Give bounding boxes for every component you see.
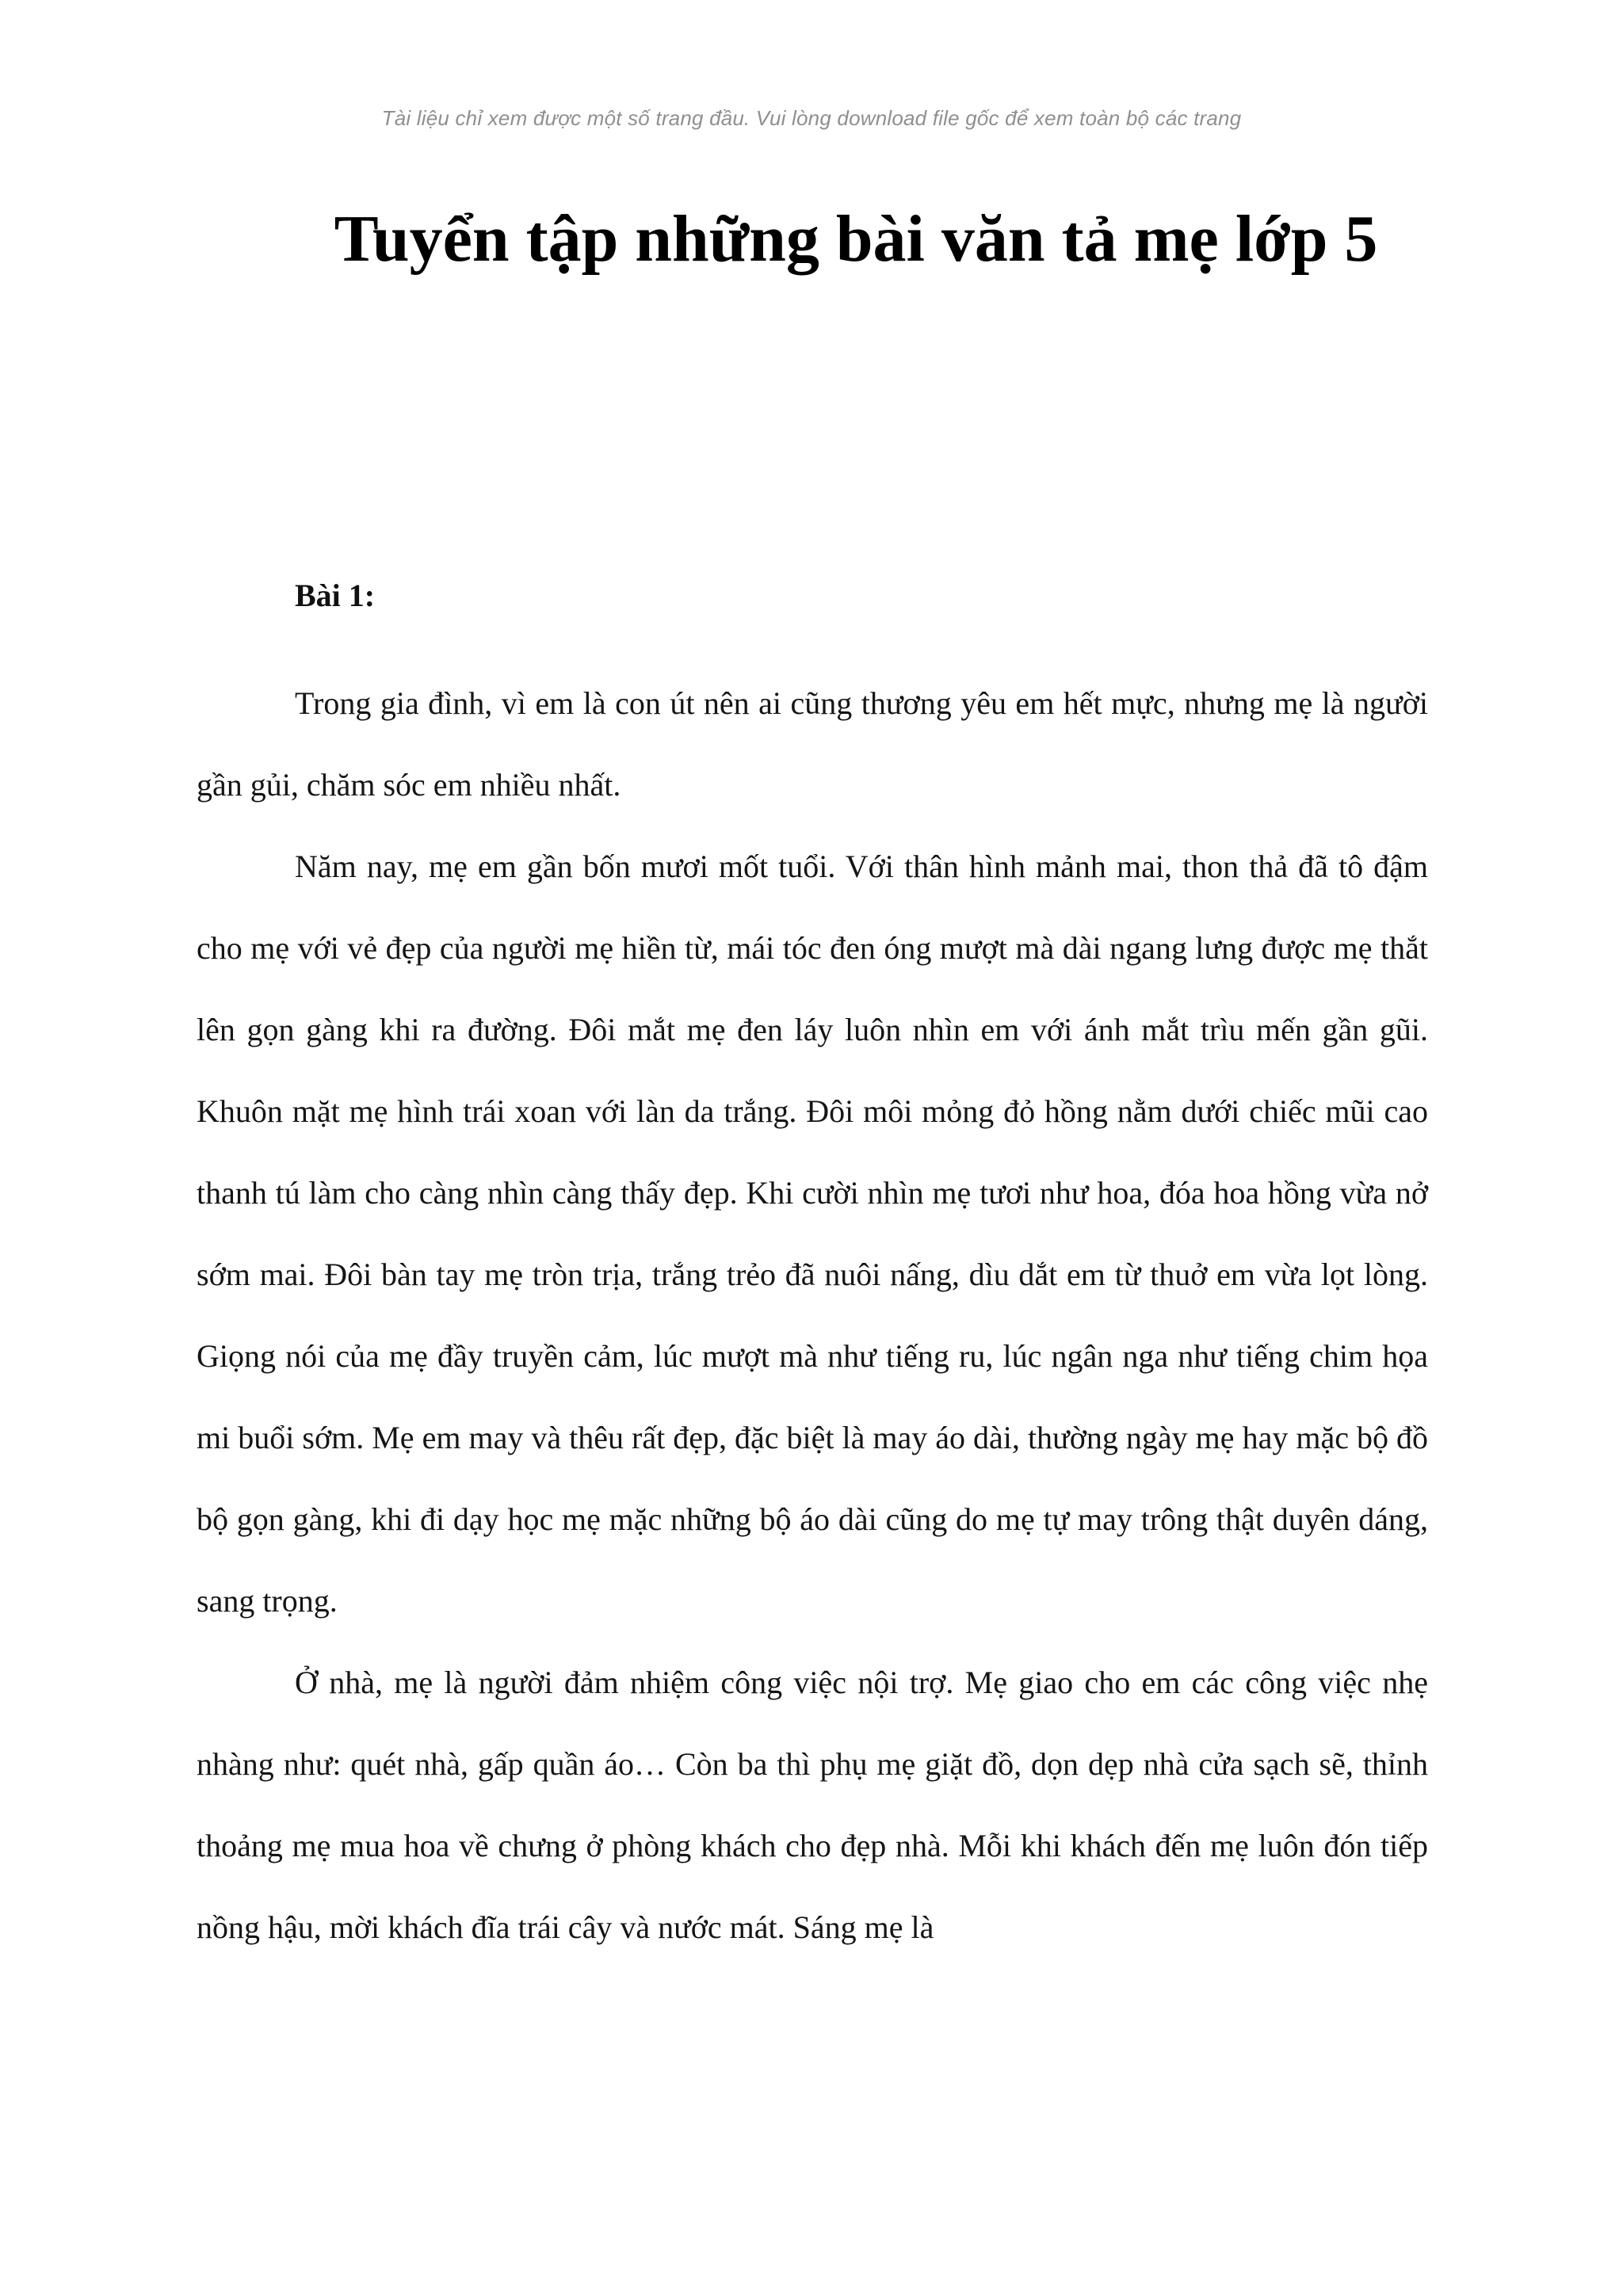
section-heading: Bài 1: — [295, 578, 376, 613]
paragraph-3: Ở nhà, mẹ là người đảm nhiệm công việc nội trợ. Mẹ giao cho em các công việc nhẹ nhàng như: quét nhà, gấp quần áo… Còn ba thì phụ mẹ giặt đồ, dọn dẹp nhà cửa sạch sẽ, thỉnh thoảng mẹ mua hoa về chưng ở phòng khách cho đẹp nhà. Mỗi khi khách đến mẹ luôn đón tiếp nồng hậu, mời khách đĩa trái cây và nước mát. Sáng mẹ là — [197, 1665, 1428, 1945]
paragraph-2: Năm nay, mẹ em gần bốn mươi mốt tuổi. Với thân hình mảnh mai, thon thả đã tô đậm cho mẹ với vẻ đẹp của người mẹ hiền từ, mái tóc đen óng mượt mà dài ngang lưng được mẹ thắt lên gọn gàng khi ra đường. Đôi mắt mẹ đen láy luôn nhìn em với ánh mắt trìu mến gần gũi. Khuôn mặt mẹ hình trái xoan với làn da trắng. Đôi môi mỏng đỏ hồng nằm dưới chiếc mũi cao thanh tú làm cho càng nhìn càng thấy đẹp. Khi cười nhìn mẹ tươi như hoa, đóa hoa hồng vừa nở sớm mai. Đôi bàn tay mẹ tròn trịa, trắng trẻo đã nuôi nấng, dìu dắt em từ thuở em vừa lọt lòng. Giọng nói của mẹ đầy truyền cảm, lúc mượt mà như tiếng ru, lúc ngân nga như tiếng chim họa mi buổi sớm. Mẹ em may và thêu rất đẹp, đặc biệt là may áo dài, thường ngày mẹ hay mặc bộ đồ bộ gọn gàng, khi đi dạy học mẹ mặc những bộ áo dài cũng do mẹ tự may trông thật duyên dáng, sang trọng. — [197, 849, 1428, 1619]
essay-body — [197, 662, 1428, 1968]
preview-notice: Tài liệu chỉ xem được một số trang đầu. Vui lòng download file gốc để xem toàn bộ các trang — [381, 106, 1242, 130]
paragraph-1: Trong gia đình, vì em là con út nên ai cũng thương yêu em hết mực, nhưng mẹ là người gần gủi, chăm sóc em nhiều nhất. — [197, 685, 1428, 803]
document-title: Tuyển tập những bài văn tả mẹ lớp 5 — [334, 202, 1378, 276]
